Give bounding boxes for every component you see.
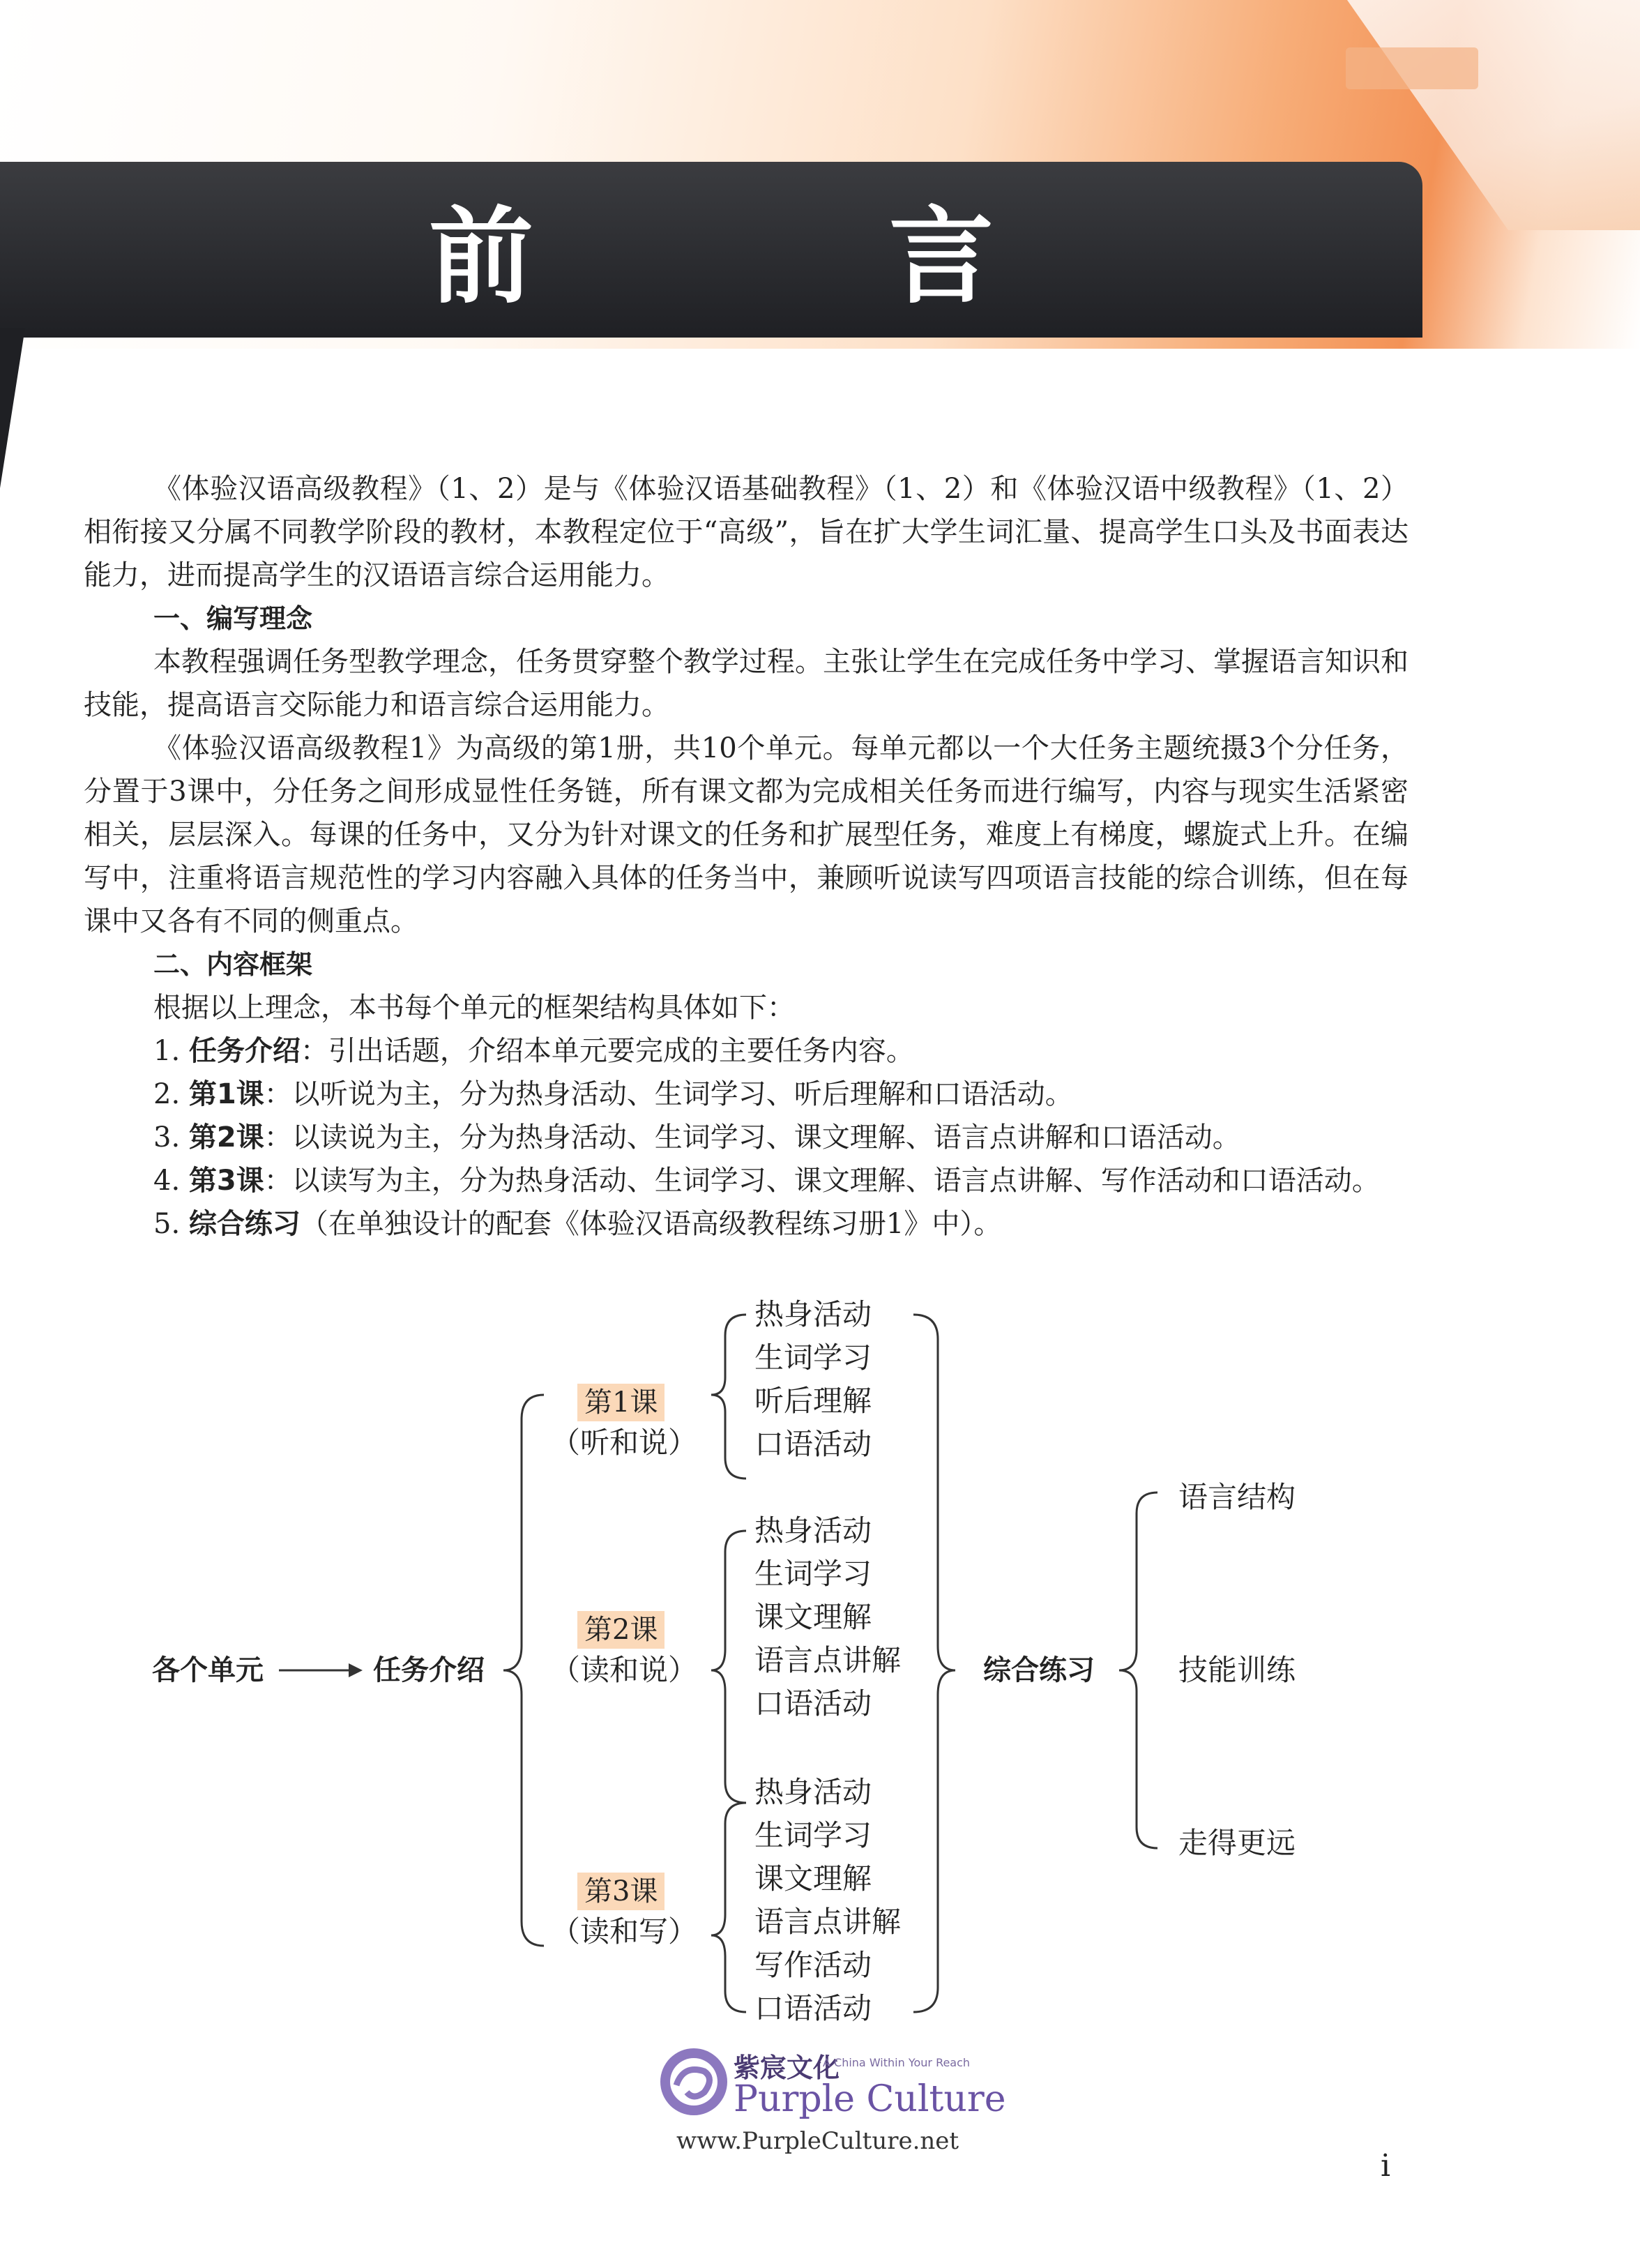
list-item (84, 1029, 1409, 1073)
diagram-practice: 综合练习 (983, 1654, 1095, 1686)
purple-culture-logo-icon (655, 2043, 732, 2120)
list-item-text: ：以读写为主，分为热身活动、生词学习、课文理解、语言点讲解、写作活动和口语活动。 (264, 1165, 1380, 1197)
list-item (84, 1202, 1409, 1246)
list-item-text: （在单独设计的配套《体验汉语高级教程练习册1》中）。 (300, 1208, 1002, 1240)
lesson-2-item: 口语活动 (754, 1686, 872, 1721)
logo-english-name: Purple Culture (734, 2078, 1006, 2120)
logo-url: www.PurpleCulture.net (676, 2127, 959, 2155)
lesson-2-item: 生词学习 (754, 1557, 872, 1591)
brace-lesson-1 (711, 1315, 746, 1479)
brace-lesson-3 (711, 1803, 746, 2012)
publisher-logo (655, 2043, 1046, 2169)
body-text (84, 467, 1409, 1246)
lesson-2-tag: 第2课 (577, 1611, 665, 1649)
list-item-label: 第3课 (188, 1165, 264, 1197)
lesson-3-item: 热身活动 (754, 1775, 872, 1809)
list-item (84, 1116, 1409, 1159)
lesson-3-item: 生词学习 (754, 1818, 872, 1852)
list-item-text: ：以读说为主，分为热身活动、生词学习、课文理解、语言点讲解和口语活动。 (264, 1121, 1240, 1154)
header-tab (1346, 47, 1478, 89)
lesson-3-item: 口语活动 (754, 1991, 872, 2025)
diagram-task-intro: 任务介绍 (373, 1654, 485, 1686)
practice-item: 语言结构 (1178, 1480, 1296, 1514)
lesson-2-sub: （读和说） (551, 1653, 698, 1687)
lesson-1-sub: （听和说） (551, 1426, 698, 1460)
page-title: 前 言 (428, 197, 1119, 318)
lesson-1-tag: 第1课 (577, 1384, 665, 1421)
brace-practice-items (1119, 1492, 1157, 1848)
section1-paragraph-1: 本教程强调任务型教学理念，任务贯穿整个教学过程。主张让学生在完成任务中学习、掌握语言知识和技能，提高语言交际能力和语言综合运用能力。 (84, 646, 1409, 721)
arrow-head (349, 1663, 363, 1677)
list-item (84, 1073, 1409, 1116)
brace-lesson-2 (711, 1531, 746, 1803)
page-number: i (1381, 2148, 1391, 2184)
lesson-3-item: 语言点讲解 (754, 1905, 902, 1939)
practice-item: 技能训练 (1178, 1653, 1296, 1687)
lesson-2-item: 课文理解 (754, 1600, 872, 1634)
list-item-label: 第2课 (188, 1121, 264, 1154)
lesson-3-sub: （读和写） (551, 1914, 698, 1949)
list-item-text: ：引出话题，介绍本单元要完成的主要任务内容。 (300, 1035, 914, 1067)
list-item-label: 任务介绍 (188, 1035, 301, 1067)
title-band-edge (0, 328, 25, 488)
list-item (84, 1159, 1409, 1202)
list-item-text: ：以听说为主，分为热身活动、生词学习、听后理解和口语活动。 (264, 1078, 1073, 1110)
diagram-unit: 各个单元 (152, 1654, 264, 1686)
list-item-label: 综合练习 (188, 1208, 301, 1240)
list-item-label: 第1课 (188, 1078, 264, 1110)
list-item-number: 2. (153, 1078, 181, 1110)
brace-lessons (503, 1395, 544, 1946)
lesson-1-item: 生词学习 (754, 1340, 872, 1375)
structure-diagram (0, 1283, 1640, 2036)
logo-tagline: A China Within Your Reach (823, 2056, 971, 2069)
list-item-number: 3. (153, 1121, 181, 1154)
section2-lead: 根据以上理念，本书每个单元的框架结构具体如下： (153, 992, 795, 1024)
intro-paragraph: 《体验汉语高级教程》（1、2）是与《体验汉语基础教程》（1、2）和《体验汉语中级教程》（1、2）相衔接又分属不同教学阶段的教材，本教程定位于“高级”，旨在扩大学生词汇量、提高学生口头及书面表达能力，进而提高学生的汉语语言综合运用能力。 (84, 473, 1409, 591)
lesson-1-item: 口语活动 (754, 1427, 872, 1461)
lesson-3-item: 写作活动 (754, 1948, 872, 1982)
section-heading-1: 一、编写理念 (153, 603, 313, 634)
list-item-number: 5. (153, 1208, 181, 1240)
list-item-number: 4. (153, 1165, 181, 1197)
logo-chinese-name: 紫宸文化 (734, 2052, 840, 2083)
lesson-3-item: 课文理解 (754, 1861, 872, 1896)
lesson-3-tag: 第3课 (577, 1873, 665, 1910)
brace-practice (913, 1315, 955, 2012)
lesson-1-item: 听后理解 (754, 1384, 872, 1418)
section-heading-2: 二、内容框架 (153, 949, 313, 980)
lesson-2-item: 热身活动 (754, 1513, 872, 1548)
practice-item: 走得更远 (1178, 1826, 1296, 1860)
lesson-2-item: 语言点讲解 (754, 1643, 902, 1677)
list-item-number: 1. (153, 1035, 181, 1067)
section1-paragraph-2: 《体验汉语高级教程1》为高级的第1册，共10个单元。每单元都以一个大任务主题统摄3个分任务，分置于3课中，分任务之间形成显性任务链，所有课文都为完成相关任务而进行编写，内容与现实生活紧密相关，层层深入。每课的任务中，又分为针对课文的任务和扩展型任务，难度上有梯度，螺旋式上升。在编写中，注重将语言规范性的学习内容融入具体的任务当中，兼顾听说读写四项语言技能的综合训练，但在每课中又各有不同的侧重点。 (84, 732, 1409, 937)
lesson-1-item: 热身活动 (754, 1297, 872, 1331)
